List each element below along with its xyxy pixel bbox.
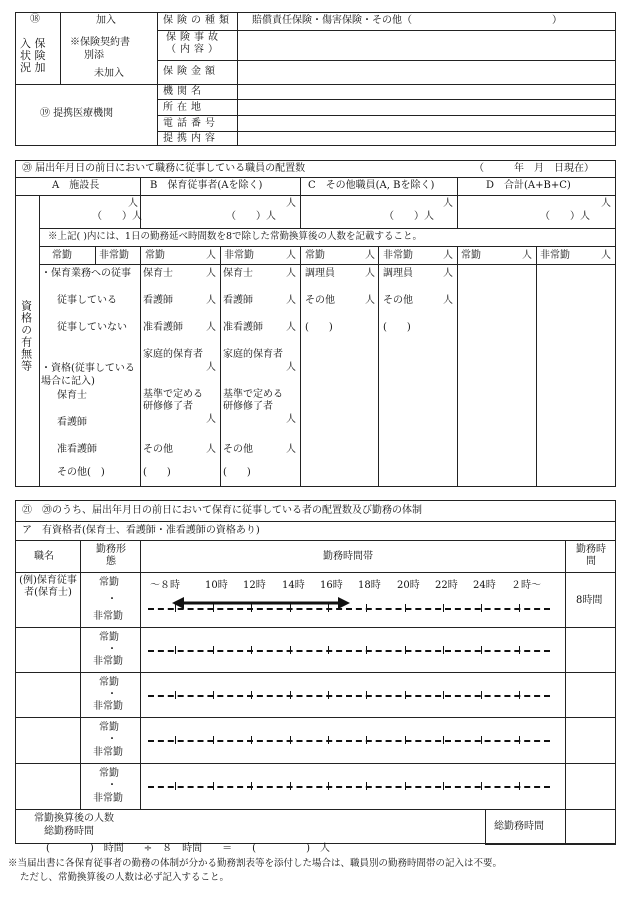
total-hours-label: 総勤務時間: [494, 821, 544, 832]
hour-tick: [405, 604, 406, 612]
hour-tick: [481, 691, 482, 699]
hour-tick: [366, 691, 367, 699]
hour-tick: [251, 646, 252, 654]
separator-dot: ・: [107, 593, 117, 605]
b-part-home-unit: 人: [286, 362, 296, 373]
hour-tick: [328, 691, 329, 699]
time-band-header: 勤務時間帯: [323, 551, 373, 562]
hour-tick: [366, 646, 367, 654]
col-b-count[interactable]: 人: [286, 198, 296, 209]
hour-label: 12時: [243, 580, 266, 591]
b-part-trained-unit: 人: [286, 414, 296, 425]
separator-dot: ・: [107, 780, 117, 791]
insurance-amount-label: 保険金額: [163, 66, 219, 77]
part-time-label: 非常勤: [93, 793, 123, 804]
other-option: その他( ): [57, 467, 105, 478]
hour-tick: [213, 782, 214, 790]
col-c-header: C その他職員(A, Bを除く): [308, 180, 435, 191]
not-engaged-option: 従事していない: [57, 322, 127, 333]
b-full-trained: 基準で定める: [143, 389, 203, 400]
full-time-label: 常勤: [99, 768, 119, 779]
d-part-header: 非常勤: [540, 250, 570, 261]
col-a-count[interactable]: 人: [128, 198, 138, 209]
job-header: 職名: [34, 551, 54, 562]
col-c-count[interactable]: 人: [443, 198, 453, 209]
b-full-nursery: 保育士: [143, 268, 173, 279]
separator-dot: ・: [107, 688, 117, 700]
c-full-cook: 調理員: [305, 268, 335, 279]
hour-tick: [290, 736, 291, 744]
example-shift-arrow: [172, 596, 372, 610]
b-full-trained-unit: 人: [206, 414, 216, 425]
a-part-header: 非常勤: [99, 250, 129, 261]
qualified-subtitle: ア 有資格者(保育士、看護師・准看護師の資格あり): [22, 525, 260, 536]
c-part-cook: 調理員: [383, 268, 413, 279]
a-full-header: 常勤: [52, 250, 72, 261]
b-full-assistant: 准看護師: [143, 322, 183, 333]
hour-tick: [328, 646, 329, 654]
col-b-fte[interactable]: （ ）人: [226, 211, 276, 222]
hour-tick: [213, 736, 214, 744]
work-form-header: 勤務形態: [96, 544, 126, 567]
hour-tick: [251, 736, 252, 744]
nursery-teacher-option: 保育士: [57, 390, 87, 401]
b-full-trained2: 研修修了者: [143, 401, 193, 412]
hour-tick: [405, 736, 406, 744]
hour-tick: [175, 691, 176, 699]
b-full-nursery-unit: 人: [206, 268, 216, 279]
b-full-assistant-unit: 人: [206, 322, 216, 333]
hour-tick: [481, 736, 482, 744]
qualification-label: ・資格(従事している: [41, 363, 135, 374]
contract-note: ※保険契約書: [70, 37, 130, 48]
hour-label: 14時: [282, 580, 305, 591]
hour-label: ２時～: [511, 580, 541, 591]
hour-tick: [328, 736, 329, 744]
b-full-nurse: 看護師: [143, 295, 173, 306]
c-full-paren: ( ): [305, 322, 333, 333]
part-time-label: 非常勤: [93, 747, 123, 758]
hour-tick: [290, 646, 291, 654]
c-part-other: その他: [383, 295, 413, 306]
b-part-nursery: 保育士: [223, 268, 253, 279]
b-part-unit: 人: [286, 250, 296, 261]
col-c-fte[interactable]: （ ）人: [384, 211, 434, 222]
example-job: (例)保育従事者(保育士): [19, 575, 77, 598]
insurance-type-label: 保険の種類: [163, 15, 233, 26]
engagement-label: ・保育業務への従事: [41, 268, 131, 279]
hour-label: 22時: [435, 580, 458, 591]
hour-tick: [405, 782, 406, 790]
col-a-header: A 施設長: [52, 180, 100, 191]
work-hours-header: 勤務時間: [576, 544, 606, 567]
c-part-paren: ( ): [383, 322, 411, 333]
example-hours: 8時間: [576, 595, 603, 606]
not-insured-option: 未加入: [94, 68, 124, 79]
b-full-other-paren: ( ): [143, 467, 171, 478]
hour-tick: [366, 782, 367, 790]
b-part-home: 家庭的保育者: [223, 349, 283, 360]
hour-tick: [251, 782, 252, 790]
hour-tick: [443, 691, 444, 699]
institution-name-label: 機関名: [163, 86, 205, 97]
c-full-unit: 人: [365, 250, 375, 261]
partnership-content-label: 提携内容: [163, 133, 219, 144]
hour-tick: [481, 782, 482, 790]
hour-tick: [213, 691, 214, 699]
fte-label: 常勤換算後の人数: [34, 813, 114, 824]
b-full-home: 家庭的保育者: [143, 349, 203, 360]
separator-dot: ・: [107, 734, 117, 745]
section-18-number: ⑱: [30, 14, 40, 25]
time-band-line[interactable]: [148, 740, 550, 742]
b-part-assistant-unit: 人: [286, 322, 296, 333]
hour-tick: [405, 646, 406, 654]
b-part-nursery-unit: 人: [286, 268, 296, 279]
hour-tick: [519, 736, 520, 744]
hour-tick: [519, 646, 520, 654]
b-full-home-unit: 人: [206, 362, 216, 373]
hour-tick: [175, 646, 176, 654]
b-full-header: 常勤: [145, 250, 165, 261]
c-part-cook-unit: 人: [443, 268, 453, 279]
b-part-other-paren: ( ): [223, 467, 251, 478]
col-d-fte[interactable]: （ ）人: [540, 211, 590, 222]
address-label: 所在地: [163, 102, 205, 113]
hour-tick: [443, 782, 444, 790]
full-time-label: 常勤: [99, 577, 119, 588]
hour-tick: [175, 782, 176, 790]
c-full-cook-unit: 人: [365, 268, 375, 279]
b-part-trained2: 研修修了者: [223, 401, 273, 412]
hour-tick: [175, 736, 176, 744]
time-band-line[interactable]: [148, 695, 550, 697]
full-time-label: 常勤: [99, 677, 119, 688]
c-part-header: 非常勤: [383, 250, 413, 261]
b-full-nurse-unit: 人: [206, 295, 216, 306]
b-full-other-unit: 人: [206, 444, 216, 455]
hour-label: ～８時: [150, 580, 180, 591]
hour-tick: [405, 691, 406, 699]
col-b-header: B 保育従事者(Aを除く): [150, 180, 263, 191]
insured-option: 加入: [96, 15, 116, 26]
c-full-header: 常勤: [305, 250, 325, 261]
total-hours-sublabel: 総勤務時間: [44, 826, 94, 837]
part-time-label: 非常勤: [93, 656, 123, 667]
hour-tick: [328, 782, 329, 790]
qualification-note: 場合に記入): [41, 376, 95, 387]
hour-label: 18時: [358, 580, 381, 591]
fte-note: ※上記( )内には、1日の勤務延べ時間数を8で除した常勤換算後の人数を記載すること。: [48, 231, 423, 242]
nurse-option: 看護師: [57, 417, 87, 428]
d-part-unit: 人: [601, 250, 611, 261]
hour-tick: [443, 604, 444, 612]
time-band-line[interactable]: [148, 786, 550, 788]
c-full-other-unit: 人: [365, 295, 375, 306]
separator-dot: ・: [107, 643, 117, 655]
hour-label: 20時: [397, 580, 420, 591]
as-of-date: （ 年 月 日現在）: [474, 163, 594, 174]
time-band-line[interactable]: [148, 650, 550, 652]
hour-tick: [519, 604, 520, 612]
part-time-label: 非常勤: [93, 701, 123, 712]
hour-tick: [519, 691, 520, 699]
hour-tick: [443, 736, 444, 744]
footer-note-1: ※当届出書に各保育従事者の勤務の体制が分かる勤務割表等を添付した場合は、職員別の勤務時間帯の記入は不要。: [8, 858, 503, 869]
section-21-title: ㉑ ⑳のうち、届出年月日の前日において保育に従事している者の配置数及び勤務の体制: [22, 505, 422, 516]
part-time-label: 非常勤: [93, 611, 123, 622]
col-d-count[interactable]: 人: [601, 198, 611, 209]
b-full-other: その他: [143, 444, 173, 455]
col-d-header: D 合計(A+B+C): [486, 180, 571, 191]
d-full-unit: 人: [522, 250, 532, 261]
insurance-type-value: 賠償責任保険・傷害保険・その他（ ）: [252, 15, 562, 26]
contract-attached: 別添: [84, 50, 104, 61]
b-part-trained: 基準で定める: [223, 389, 283, 400]
b-full-unit: 人: [206, 250, 216, 261]
fte-formula[interactable]: ( ) 時間 ÷ ８ 時間 ＝ ( ) 人: [46, 843, 330, 854]
footer-note-2: ただし、常勤換算後の人数は必ず記入すること。: [20, 872, 230, 883]
hour-tick: [290, 782, 291, 790]
c-part-other-unit: 人: [443, 295, 453, 306]
assistant-nurse-option: 准看護師: [57, 444, 97, 455]
c-part-unit: 人: [443, 250, 453, 261]
col-a-fte[interactable]: （ ）人: [92, 211, 142, 222]
qualification-side-label: 資格の有無等: [19, 300, 33, 372]
b-part-nurse-unit: 人: [286, 295, 296, 306]
hour-tick: [481, 646, 482, 654]
insurance-status-label: 入 保 状 険 況 加: [20, 37, 46, 74]
hour-tick: [290, 691, 291, 699]
hour-tick: [481, 604, 482, 612]
partner-medical-label: ⑲ 提携医療機関: [40, 108, 114, 119]
full-time-label: 常勤: [99, 632, 119, 643]
b-part-assistant: 准看護師: [223, 322, 263, 333]
c-full-other: その他: [305, 295, 335, 306]
b-part-nurse: 看護師: [223, 295, 253, 306]
hour-tick: [443, 646, 444, 654]
b-part-other: その他: [223, 444, 253, 455]
hour-tick: [366, 736, 367, 744]
b-part-header: 非常勤: [224, 250, 254, 261]
engaged-option: 従事している: [57, 295, 117, 306]
hour-tick: [519, 782, 520, 790]
insurance-incident-label: 保険事故 （内容）: [166, 32, 222, 55]
hour-label: 10時: [205, 580, 228, 591]
hour-tick: [213, 646, 214, 654]
hour-label: 16時: [320, 580, 343, 591]
d-full-header: 常勤: [461, 250, 481, 261]
full-time-label: 常勤: [99, 722, 119, 733]
section-20-title: ⑳ 届出年月日の前日において職務に従事している職員の配置数: [22, 163, 306, 174]
b-part-other-unit: 人: [286, 444, 296, 455]
hour-label: 24時: [473, 580, 496, 591]
hour-tick: [251, 691, 252, 699]
phone-label: 電話番号: [163, 118, 219, 129]
